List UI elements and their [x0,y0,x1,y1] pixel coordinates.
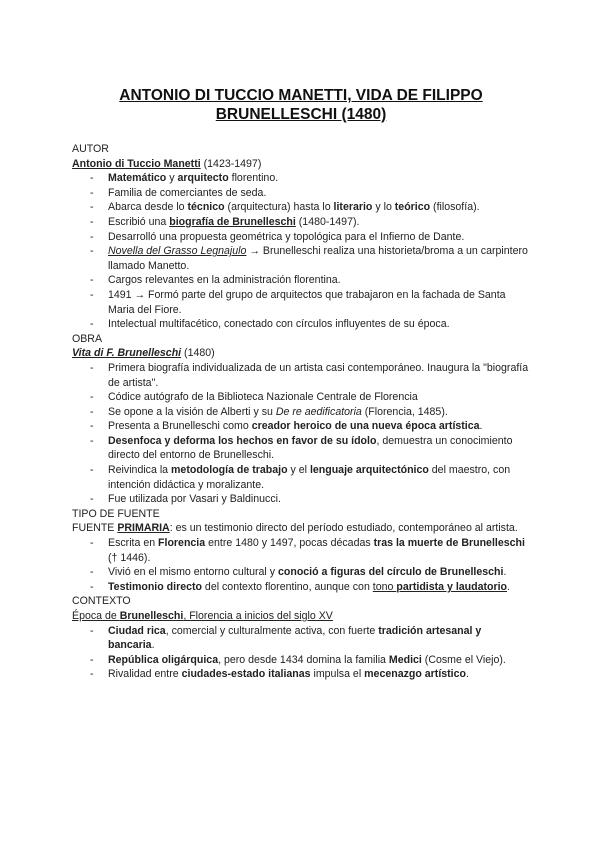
section-label: TIPO DE FUENTE [72,507,160,520]
section-contexto [72,594,530,682]
author-heading: Antonio di Tuccio Manetti (1423-1497) [72,157,262,170]
work-list [72,361,530,507]
list-item: - Vivió en el mismo entorno cultural y conoció a figuras del círculo de Brunelleschi. [72,565,530,580]
work-heading: Vita di F. Brunelleschi (1480) [72,347,215,360]
list-item: - Desenfoca y deforma los hechos en favor de su ídolo, demuestra un conocimiento directo del entorno de Brunelleschi. [72,434,530,463]
source-list [72,536,530,594]
list-item: - Escrita en Florencia entre 1480 y 1497, pocas décadas tras la muerte de Brunelleschi († 1446). [72,536,530,565]
list-item: - Fue utilizada por Vasari y Baldinucci. [72,492,530,507]
list-item: - Se opone a la visión de Alberti y su De re aedificatoria (Florencia, 1485). [72,405,530,420]
context-intro: Época de Brunelleschi, Florencia a inicios del siglo XV [72,610,333,622]
list-item: - Intelectual multifacético, conectado con círculos influyentes de su época. [72,317,530,332]
source-intro: FUENTE PRIMARIA: es un testimonio directo del período estudiado, contemporáneo al artista. [72,522,518,535]
author-list [72,171,530,332]
context-list [72,624,530,682]
list-item: - Primera biografía individualizada de un artista casi contemporáneo. Inaugura la "biografía de artista". [72,361,530,390]
list-item: - Reivindica la metodología de trabajo y el lenguaje arquitectónico del maestro, con intención didáctica y moralizante. [72,463,530,492]
list-item: - 1491 → Formó parte del grupo de arquitectos que trabajaron en la fachada de Santa Maria del Fiore. [72,288,530,317]
section-label: AUTOR [72,143,109,155]
list-item: - Matemático y arquitecto florentino. [72,171,530,186]
list-item: - Escribió una biografía de Brunelleschi (1480-1497). [72,215,530,230]
list-item: - Testimonio directo del contexto florentino, aunque con tono partidista y laudatorio. [72,580,530,595]
list-item: - Códice autógrafo de la Biblioteca Nazionale Centrale de Florencia [72,390,530,405]
list-item: - República oligárquica, pero desde 1434 domina la familia Medici (Cosme el Viejo). [72,653,530,668]
list-item: - Abarca desde lo técnico (arquitectura) hasta lo literario y lo teórico (filosofía). [72,200,530,215]
list-item: - Novella del Grasso Legnajulo → Brunelleschi realiza una historieta/broma a un carpintero llamado Manetto. [72,244,530,273]
list-item: - Familia de comerciantes de seda. [72,186,530,201]
section-fuente [72,507,530,595]
list-item: - Cargos relevantes en la administración florentina. [72,273,530,288]
section-label: CONTEXTO [72,595,131,608]
section-label: OBRA [72,332,103,345]
document-title: ANTONIO DI TUCCIO MANETTI, VIDA DE FILIPPO BRUNELLESCHI (1480) [119,87,483,123]
list-item: - Desarrolló una propuesta geométrica y topológica para el Infierno de Dante. [72,230,530,245]
section-autor [72,142,530,332]
section-obra [72,332,530,507]
list-item: - Rivalidad entre ciudades-estado italianas impulsa el mecenazgo artístico. [72,667,530,682]
list-item: - Ciudad rica, comercial y culturalmente activa, con fuerte tradición artesanal y bancaria. [72,624,530,653]
list-item: - Presenta a Brunelleschi como creador heroico de una nueva época artística. [72,419,530,434]
